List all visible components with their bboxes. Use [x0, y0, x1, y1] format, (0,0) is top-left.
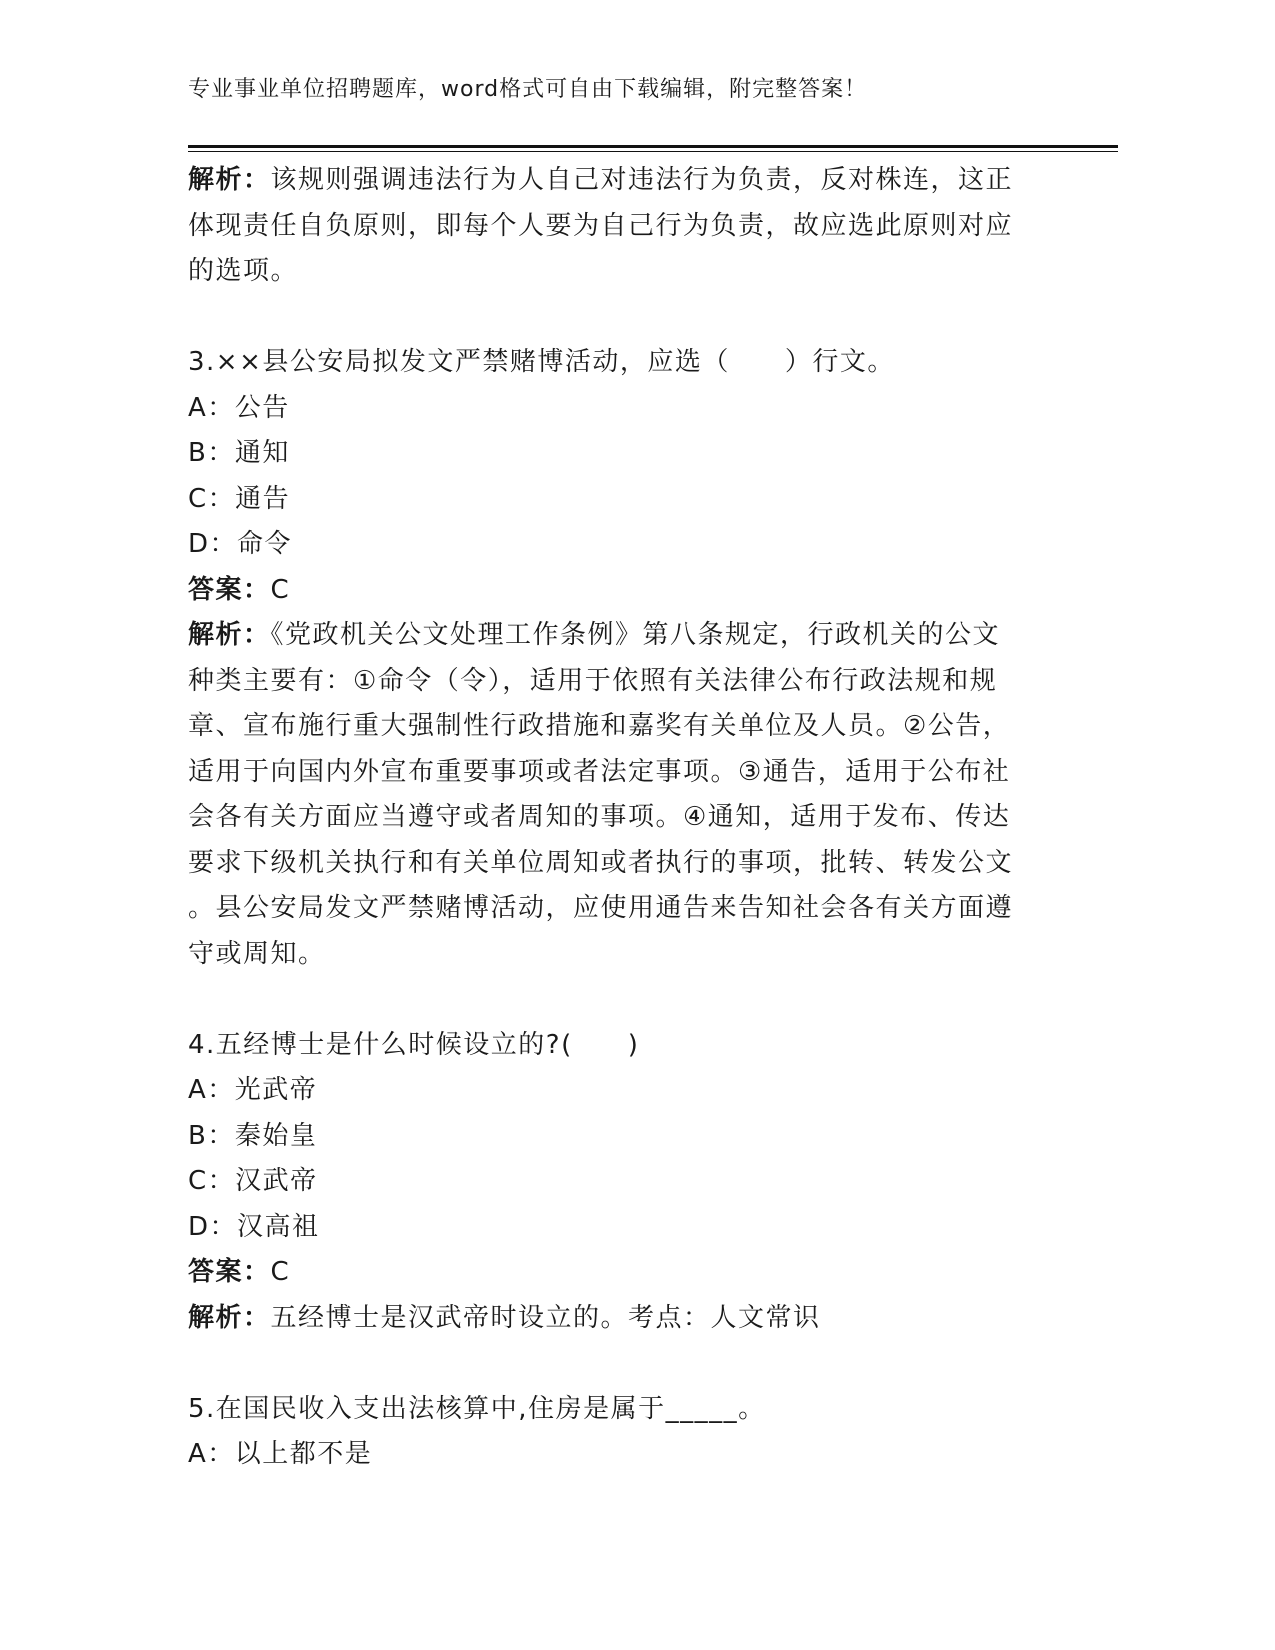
answer-value: C	[270, 574, 291, 605]
explanation-line: 适用于向国内外宣布重要事项或者法定事项。③通告，适用于公布社	[188, 756, 1011, 787]
explanation-line: 要求下级机关执行和有关单位周知或者执行的事项，批转、转发公文	[188, 847, 1014, 878]
page-header: 专业事业单位招聘题库，word格式可自由下载编辑，附完整答案！	[188, 77, 868, 102]
explanation-line: 守或周知。	[188, 938, 326, 969]
question-5	[188, 1387, 1068, 1478]
explanation-label: 解析：	[188, 620, 271, 650]
explanation-line: 种类主要有：①命令（令），适用于依照有关法律公布行政法规和规	[188, 665, 998, 696]
explanation-line: 体现责任自负原则，即每个人要为自己行为负责，故应选此原则对应	[188, 210, 1014, 241]
explanation-line: 会各有关方面应当遵守或者周知的事项。④通知，适用于发布、传达	[188, 802, 1011, 832]
explanation-label: 解析：	[188, 165, 271, 195]
answer-label: 答案：	[188, 1257, 271, 1287]
option-d: D：命令	[188, 529, 293, 559]
answer	[188, 568, 1068, 614]
option-a: A：公告	[188, 392, 290, 423]
answer	[188, 1250, 1068, 1296]
question-3	[188, 340, 1068, 977]
question-text: 5.在国民收入支出法核算中,住房是属于_____。	[188, 1393, 766, 1424]
header-divider-thick	[188, 145, 1118, 148]
option-a: A：以上都不是	[188, 1439, 373, 1469]
explanation-line: 的选项。	[188, 256, 299, 286]
option-b: B：秦始皇	[188, 1120, 318, 1151]
explanation-line: 章、宣布施行重大强制性行政措施和嘉奖有关单位及人员。②公告，	[188, 711, 1011, 741]
question-text: 4.五经博士是什么时候设立的?( )	[188, 1029, 640, 1060]
explanation-line: 解析：《党政机关公文处理工作条例》第八条规定，行政机关的公文	[188, 620, 1001, 650]
header-divider-thin	[188, 151, 1118, 152]
question-text: 3.××县公安局拟发文严禁赌博活动，应选（ ）行文。	[188, 347, 895, 377]
option-c: C：通告	[188, 483, 291, 514]
answer-value: C	[270, 1257, 291, 1287]
document-body	[188, 158, 1068, 1478]
option-a: A：光武帝	[188, 1075, 318, 1105]
explanation-line: 解析：该规则强调违法行为人自己对违法行为负责，反对株连，这正	[188, 165, 1014, 195]
question-4	[188, 1023, 1068, 1342]
option-b: B：通知	[188, 438, 290, 468]
option-c: C：汉武帝	[188, 1166, 318, 1196]
explanation-line: 解析：五经博士是汉武帝时设立的。考点：人文常识	[188, 1302, 821, 1333]
option-d: D：汉高祖	[188, 1211, 320, 1242]
answer-label: 答案：	[188, 574, 271, 605]
explanation-label: 解析：	[188, 1302, 271, 1333]
prev-explanation	[188, 158, 1068, 295]
explanation-line: 。县公安局发文严禁赌博活动，应使用通告来告知社会各有关方面遵	[188, 893, 1014, 923]
